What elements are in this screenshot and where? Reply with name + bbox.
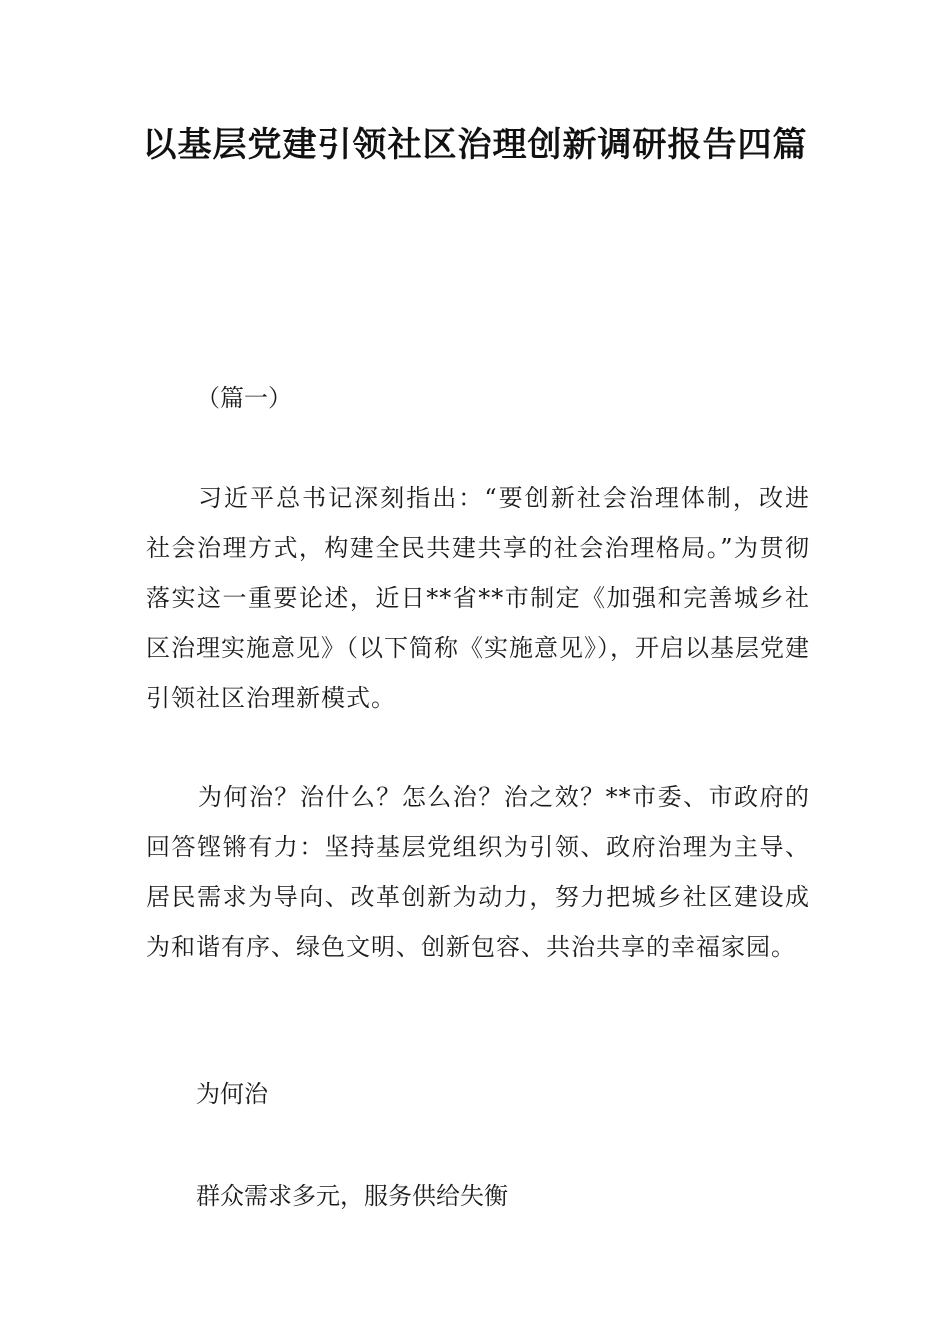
section-label: （篇一） [196, 384, 292, 412]
paragraph-summary: 为何治？治什么？怎么治？治之效？**市委、市政府的回答铿锵有力：坚持基层党组织为引领、政府治理为主导、居民需求为导向、改革创新为动力，努力把城乡社区建设成为和谐有序、绿色文明、创新包容、共治共享的幸福家园。 [146, 783, 810, 961]
subheading-needs-imbalance: 群众需求多元，服务供给失衡 [196, 1182, 508, 1210]
subheading-why-govern: 为何治 [196, 1080, 268, 1108]
paragraph-intro: 习近平总书记深刻指出：“要创新社会治理体制，改进社会治理方式，构建全民共建共享的社会治理格局。”为贯彻落实这一重要论述，近日**省**市制定《加强和完善城乡社区治理实施意见》（以下简称《实施意见》），开启以基层党建引领社区治理新模式。 [146, 484, 810, 712]
document-title: 以基层党建引领社区治理创新调研报告四篇 [142, 125, 808, 165]
